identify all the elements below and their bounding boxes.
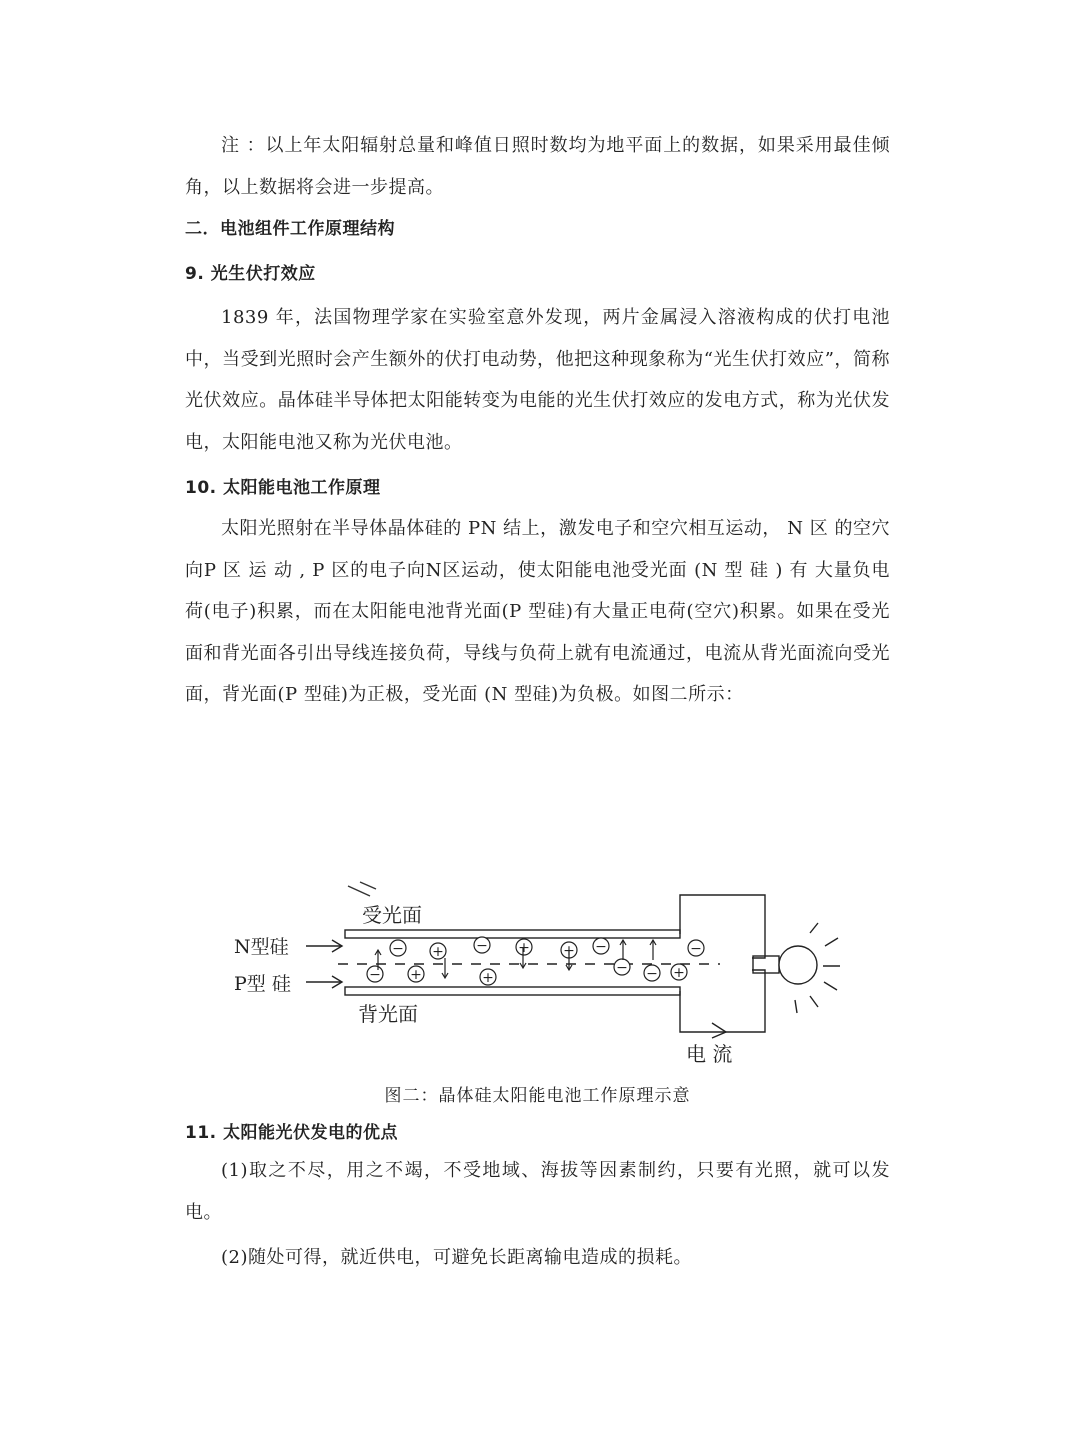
paragraph-11-item-1: (1)取之不尽，用之不竭，不受地域、海拔等因素制约，只要有光照，就可以发电。: [185, 1160, 890, 1223]
section-heading-2: 二．电池组件工作原理结构: [185, 219, 395, 239]
label-n-type-silicon: N型硅: [234, 936, 289, 958]
p-type-arrow-icon: [306, 976, 342, 988]
paragraph-11-item-2: (2)随处可得，就近供电，可避免长距离输电造成的损耗。: [221, 1247, 692, 1268]
electron-sign: −: [595, 939, 607, 955]
heading-9: 9. 光生伏打效应: [185, 264, 316, 284]
top-plate: [345, 930, 680, 938]
label-back-surface: 背光面: [358, 1002, 418, 1026]
electron-sign: −: [476, 938, 488, 954]
electron-sign: −: [392, 941, 404, 957]
electron-sign: −: [646, 966, 658, 982]
sunlight-rays-icon: [348, 882, 376, 896]
hole-sign: +: [482, 970, 494, 986]
electron-sign: −: [369, 967, 381, 983]
heading-11: 11. 太阳能光伏发电的优点: [185, 1123, 399, 1143]
note-paragraph: 注 ：以上年太阳辐射总量和峰值日照时数均为地平面上的数据，如果采用最佳倾角，以上数据将会进一步提高。: [185, 135, 890, 198]
label-light-surface: 受光面: [362, 903, 422, 927]
heading-10: 10. 太阳能电池工作原理: [185, 478, 381, 498]
charge-carriers: [367, 937, 704, 986]
paragraph-9: 1839 年，法国物理学家在实验室意外发现，两片金属浸入溶液构成的伏打电池中，当受到光照时会产生额外的伏打电动势，他把这种现象称为“光生伏打效应”，简称光伏效应。晶体硅半导体把太阳能转变为电能的光生伏打效应的发电方式，称为光伏发电，太阳能电池又称为光伏电池。: [185, 307, 890, 453]
solar-cell-diagram: [220, 878, 850, 1073]
wire-bottom: [680, 970, 765, 1032]
figure-caption: 图二：晶体硅太阳能电池工作原理示意: [384, 1086, 691, 1106]
electron-sign: −: [616, 960, 628, 976]
label-current: 电 流: [686, 1042, 733, 1066]
hole-sign: +: [673, 965, 685, 981]
current-arrow-icon: [712, 1023, 726, 1038]
n-type-arrow-icon: [306, 940, 342, 952]
bottom-plate: [345, 987, 680, 995]
electron-sign: −: [690, 941, 702, 957]
hole-sign: +: [563, 943, 575, 959]
paragraph-10: 太阳光照射在半导体晶体硅的 PN 结上，激发电子和空穴相互运动， N 区 的空穴向P 区 运 动 , P 区的电子向N区运动，使太阳能电池受光面 (N 型 硅 ) 有 大量负电荷(电子)积累，而在太阳能电池背光面(P 型硅)有大量正电荷(空穴)积累。如果在受光面和背光面各引出导线连接负荷，导线与负荷上就有电流通过，电流从背光面流向受光面，背光面(P 型硅)为正极，受光面 (N 型硅)为负极。如图二所示：: [185, 518, 890, 705]
hole-sign: +: [432, 944, 444, 960]
hole-sign: +: [410, 967, 422, 983]
label-p-type-silicon: P型 硅: [234, 973, 291, 995]
hole-sign: +: [518, 940, 530, 956]
light-bulb-icon: [753, 923, 840, 1013]
